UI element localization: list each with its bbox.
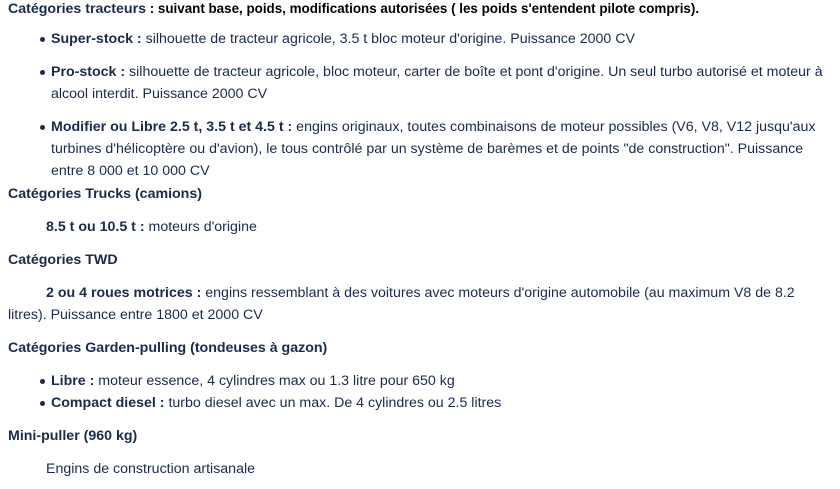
heading-twd: Catégories TWD xyxy=(8,252,118,268)
heading-tracteurs-label: Catégories tracteurs xyxy=(8,1,146,17)
term-compact-diesel: Compact diesel : xyxy=(51,395,165,411)
desc-libre: moteur essence, 4 cylindres max ou 1.3 litre pour 650 kg xyxy=(94,373,455,389)
term-twd: 2 ou 4 roues motrices : xyxy=(46,285,202,301)
desc-modifier: engins originaux, toutes combinaisons de moteur possibles (V6, V8, V12 jusqu'aux turbines d'hélicoptère ou d'avion), le tous contrôlé par un système de barèmes et de points "de construction". Puissance entre 8 000 et 10 000 CV xyxy=(51,119,816,179)
paragraph-trucks xyxy=(8,216,832,238)
desc-pro-stock: silhouette de tracteur agricole, bloc moteur, carter de boîte et pont d'origine. Un seul turbo autorisé et moteur à alcool interdit. Puissance 2000 CV xyxy=(51,64,823,102)
heading-tracteurs xyxy=(8,0,832,20)
term-trucks: 8.5 t ou 10.5 t : xyxy=(46,219,145,235)
desc-compact-diesel: turbo diesel avec un max. De 4 cylindres ou 2.5 litres xyxy=(164,395,502,411)
desc-super-stock: silhouette de tracteur agricole, 3.5 t bloc moteur d'origine. Puissance 2000 CV xyxy=(141,31,635,47)
heading-trucks: Catégories Trucks (camions) xyxy=(8,186,202,202)
heading-garden: Catégories Garden-pulling (tondeuses à gazon) xyxy=(8,340,328,356)
list-item-libre xyxy=(51,370,832,392)
heading-tracteurs-suffix: : suivant base, poids, modifications autorisées ( les poids s'entendent pilote compris). xyxy=(146,1,700,16)
tracteurs-list xyxy=(8,28,832,182)
term-modifier: Modifier ou Libre 2.5 t, 3.5 t et 4.5 t : xyxy=(51,119,293,135)
desc-twd: engins ressemblant à des voitures avec moteurs d'origine automobile (au maximum V8 de 8.2 litres). Puissance entre 1800 et 2000 CV xyxy=(8,285,795,323)
list-item-pro-stock xyxy=(51,61,832,105)
paragraph-twd xyxy=(8,282,832,326)
list-item-super-stock xyxy=(51,28,832,50)
desc-trucks: moteurs d'origine xyxy=(144,219,257,235)
term-libre: Libre : xyxy=(51,373,95,389)
list-item-modifier xyxy=(51,116,832,182)
list-item-compact-diesel xyxy=(51,392,832,414)
garden-list xyxy=(8,370,832,414)
heading-mini-puller: Mini-puller (960 kg) xyxy=(8,428,138,444)
paragraph-mini-puller: Engins de construction artisanale xyxy=(46,461,255,477)
term-super-stock: Super-stock : xyxy=(51,31,142,47)
term-pro-stock: Pro-stock : xyxy=(51,64,126,80)
